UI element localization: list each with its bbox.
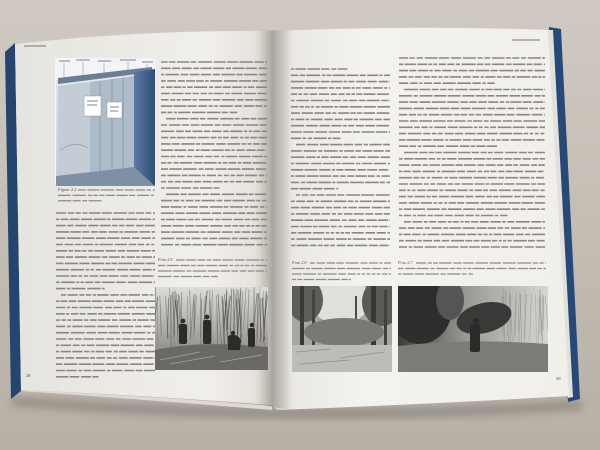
page-number-right: 29: [556, 376, 561, 381]
photo-willow-grove: [287, 276, 402, 372]
photo-caption-label: Foto 2.5: [158, 257, 173, 263]
page-number-left: 28: [26, 373, 31, 378]
photo-caption-label: Foto 2.6: [292, 260, 307, 266]
photo-caption-label: Foto 2.7: [398, 260, 413, 266]
figure-diagram: [55, 58, 156, 186]
figure-caption-label: Figuur 2.2: [58, 187, 77, 193]
photo-man-carrying-bundle: [388, 272, 548, 372]
photo-willow-cutting: [154, 287, 268, 370]
